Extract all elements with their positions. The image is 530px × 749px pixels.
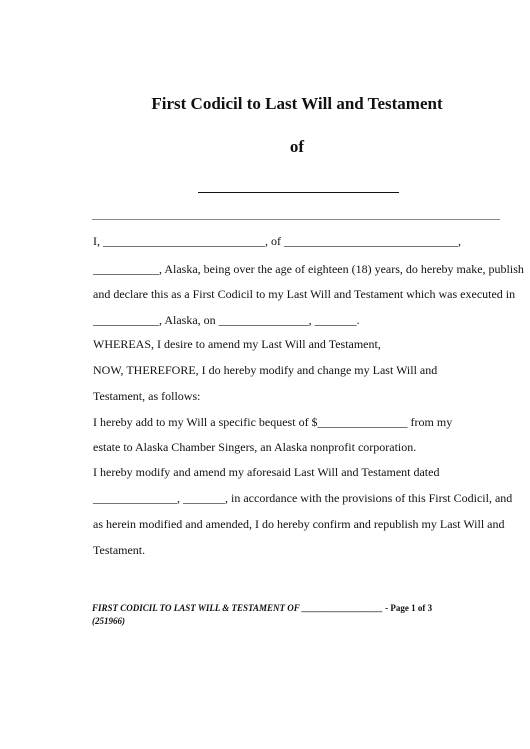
body-line-7: Testament, as follows:: [93, 389, 201, 403]
footer-title: FIRST CODICIL TO LAST WILL & TESTAMENT OF __________________: [92, 603, 383, 613]
footer-line: [92, 603, 432, 613]
body-line-3: and declare this as a First Codicil to my Last Will and Testament which was executed in: [93, 287, 516, 301]
document-of: of: [289, 137, 305, 156]
body-line-12: as herein modified and amended, I do hereby confirm and republish my Last Will and: [93, 517, 505, 531]
horizontal-rule: [92, 219, 500, 220]
body-line-6: NOW, THEREFORE, I do hereby modify and change my Last Will and: [93, 363, 438, 377]
footer-page-number: - Page 1 of 3: [382, 603, 433, 613]
document-title: First Codicil to Last Will and Testament: [151, 94, 443, 113]
body-line-10: I hereby modify and amend my aforesaid Last Will and Testament dated: [93, 465, 440, 479]
body-line-13: Testament.: [93, 543, 146, 557]
body-line-11: ______________, _______, in accordance with the provisions of this First Codicil, and: [93, 491, 513, 505]
body-line-2: ___________, Alaska, being over the age of eighteen (18) years, do hereby make, publish: [93, 262, 524, 276]
body-line-4: ___________, Alaska, on _______________, _______.: [93, 313, 360, 327]
footer-code: (251966): [92, 616, 125, 626]
testator-name-line: [198, 192, 399, 193]
body-line-5: WHEREAS, I desire to amend my Last Will and Testament,: [93, 337, 381, 351]
body-line-1: I, ___________________________, of _____________________________,: [93, 234, 461, 248]
body-line-9: estate to Alaska Chamber Singers, an Alaska nonprofit corporation.: [93, 440, 417, 454]
body-line-8: I hereby add to my Will a specific bequest of $_______________ from my: [93, 415, 453, 429]
